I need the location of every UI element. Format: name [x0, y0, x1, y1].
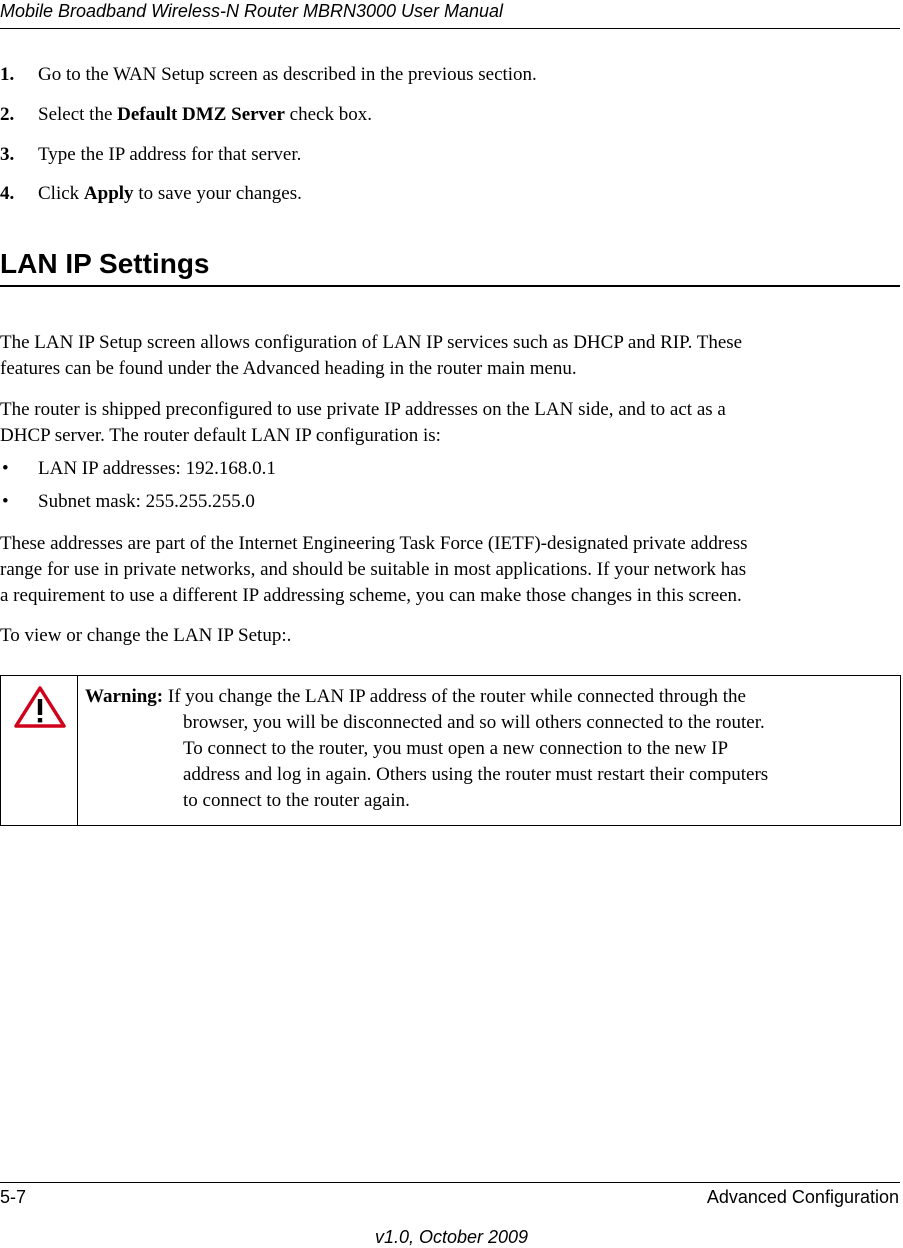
warning-icon-cell — [1, 676, 78, 825]
step-text: Type the IP address for that server. — [38, 144, 302, 165]
page-number: 5-7 — [0, 1187, 27, 1207]
chapter-name: Advanced Configuration — [706, 1187, 899, 1207]
ietf-paragraph: These addresses are part of the Internet Engineering Task Force (IETF)-designated private address range for use in private networks, and should be suitable in most applications. If your network has a requirement to use a different IP addressing scheme, you can make those changes in this screen. — [0, 533, 748, 606]
section-title: LAN IP Settings — [0, 248, 210, 279]
instruction-paragraph: To view or change the LAN IP Setup:. — [0, 625, 292, 646]
ui-term: Apply — [83, 183, 134, 204]
default-config-paragraph: The router is shipped preconfigured to use private IP addresses on the LAN side, and to act as a DHCP server. The router default LAN IP configuration is: — [0, 399, 726, 446]
running-header: Mobile Broadband Wireless-N Router MBRN3000 User Manual — [0, 1, 504, 21]
ui-term: Default DMZ Server — [117, 104, 285, 125]
section-rule — [0, 285, 900, 287]
step-number: 3. — [0, 144, 15, 165]
step-number: 2. — [0, 104, 15, 125]
step-text: Select the Default DMZ Server check box. — [38, 104, 372, 125]
step-text: Click Apply to save your changes. — [38, 183, 302, 204]
warning-triangle-icon — [13, 685, 67, 729]
warning-label: Warning: — [85, 686, 164, 707]
version-line: v1.0, October 2009 — [374, 1227, 529, 1247]
warning-callout — [0, 675, 901, 826]
step-number: 1. — [0, 64, 15, 85]
header-rule — [0, 28, 900, 29]
step-text: Go to the WAN Setup screen as described in the previous section. — [38, 64, 537, 85]
step-number: 4. — [0, 183, 15, 204]
warning-text: Warning: If you change the LAN IP address of the router while connected through the browser, you will be disconnected and so will others connected to the router. To connect to the router, you must open a new connection to the new IP address and log in again. Others using the router must restart their computers to connect to the router again. — [85, 686, 769, 811]
footer-rule — [0, 1182, 900, 1183]
intro-paragraph: The LAN IP Setup screen allows configuration of LAN IP services such as DHCP and RIP. These features can be found under the Advanced heading in the router main menu. — [0, 332, 743, 379]
